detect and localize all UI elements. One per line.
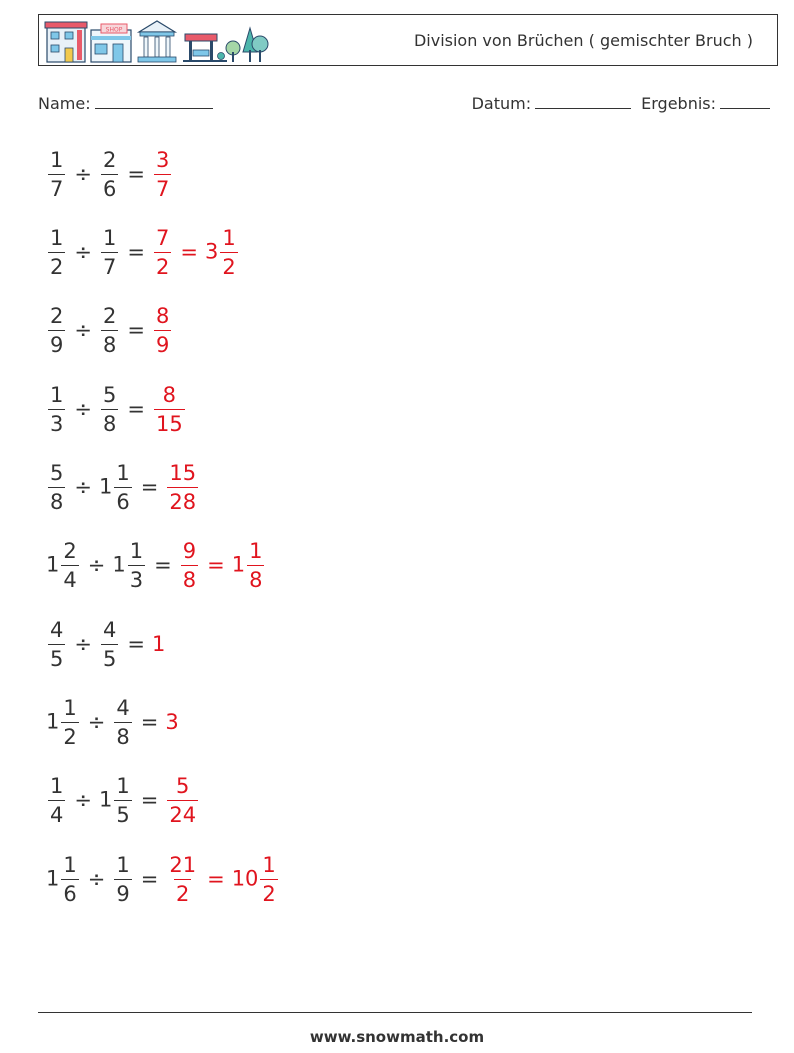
equals-sign: = xyxy=(140,788,159,812)
dividend-fraction xyxy=(48,381,65,438)
dividend-denominator: 8 xyxy=(48,487,65,516)
divisor xyxy=(99,381,120,438)
answer-mixed-whole: 1 xyxy=(231,552,246,576)
divide-sign: ÷ xyxy=(74,632,92,656)
dividend-fraction xyxy=(61,694,78,751)
dividend xyxy=(46,459,67,516)
buildings-illustration-icon xyxy=(43,18,269,64)
dividend-fraction xyxy=(48,772,65,829)
divisor-fraction xyxy=(101,302,118,359)
divisor xyxy=(99,459,134,516)
dividend-numerator: 1 xyxy=(50,147,64,172)
answer-integer: 3 xyxy=(165,710,179,734)
dividend-denominator: 3 xyxy=(48,409,65,438)
problem-row xyxy=(46,614,165,674)
answer xyxy=(165,459,200,516)
divisor-numerator: 2 xyxy=(102,303,117,328)
date-label: Datum: xyxy=(471,94,532,113)
divisor-fraction xyxy=(101,146,118,203)
divide-sign: ÷ xyxy=(74,788,92,812)
answer-numerator: 8 xyxy=(155,303,170,328)
divisor-whole: 1 xyxy=(112,552,126,576)
dividend-denominator: 4 xyxy=(61,565,78,594)
divide-sign: ÷ xyxy=(74,318,92,342)
result-label: Ergebnis: xyxy=(641,94,716,113)
divisor xyxy=(99,224,120,281)
answer xyxy=(152,224,173,281)
divisor-numerator: 1 xyxy=(116,852,130,877)
divide-sign: ÷ xyxy=(74,475,92,499)
divisor-denominator: 6 xyxy=(101,174,118,203)
divisor xyxy=(99,302,120,359)
dividend-numerator: 1 xyxy=(63,695,77,720)
answer-denominator: 7 xyxy=(154,174,171,203)
divisor-fraction xyxy=(101,616,118,673)
dividend-fraction xyxy=(48,302,65,359)
divide-sign: ÷ xyxy=(87,553,106,577)
divisor-numerator: 4 xyxy=(102,617,117,642)
equals-sign: = xyxy=(127,240,145,264)
answer-mixed-fraction xyxy=(247,537,264,594)
dividend xyxy=(46,694,81,751)
header-box xyxy=(38,14,778,66)
shop-sign-text: SHOP xyxy=(105,26,123,34)
footer-divider xyxy=(38,1012,752,1013)
divisor-numerator: 2 xyxy=(102,147,117,172)
dividend-denominator: 2 xyxy=(61,722,78,751)
answer-denominator: 15 xyxy=(154,409,185,438)
problem-row xyxy=(46,300,173,360)
equals-sign: = xyxy=(127,318,145,342)
dividend-whole: 1 xyxy=(46,866,60,890)
name-blank[interactable] xyxy=(95,92,213,109)
answer xyxy=(152,302,173,359)
equals-sign: = xyxy=(140,867,159,891)
divisor-fraction xyxy=(114,772,131,829)
answer-mixed xyxy=(232,537,267,594)
divisor-fraction xyxy=(101,224,118,281)
equals-sign: = xyxy=(207,553,225,577)
divisor-denominator: 8 xyxy=(101,330,118,359)
answer-mixed-whole: 3 xyxy=(204,239,219,263)
equals-sign: = xyxy=(140,475,159,499)
equals-sign: = xyxy=(180,240,198,264)
answer-denominator: 8 xyxy=(181,565,198,594)
answer xyxy=(179,537,200,594)
answer-denominator: 9 xyxy=(154,330,171,359)
problem-row xyxy=(46,379,187,439)
divisor-denominator: 9 xyxy=(114,879,131,908)
answer-fraction xyxy=(167,851,198,908)
dividend-denominator: 6 xyxy=(61,879,78,908)
answer-numerator: 21 xyxy=(169,852,197,877)
divisor xyxy=(99,772,134,829)
answer-mixed-fraction xyxy=(260,851,277,908)
divide-sign: ÷ xyxy=(87,710,106,734)
dividend-numerator: 5 xyxy=(50,460,64,485)
answer-numerator: 8 xyxy=(162,382,177,407)
divisor-fraction xyxy=(114,851,131,908)
equals-sign: = xyxy=(127,397,145,421)
date-result-fields xyxy=(472,92,770,113)
answer-mixed xyxy=(205,224,240,281)
answer-mixed-whole: 10 xyxy=(231,866,259,890)
divisor-denominator: 7 xyxy=(101,252,118,281)
dividend xyxy=(46,616,67,673)
answer-fraction xyxy=(154,302,171,359)
dividend-numerator: 1 xyxy=(50,225,64,250)
equals-sign: = xyxy=(207,867,225,891)
equals-sign: = xyxy=(140,710,159,734)
dividend xyxy=(46,381,67,438)
divide-sign: ÷ xyxy=(74,162,92,186)
answer-fraction xyxy=(167,772,198,829)
dividend-fraction xyxy=(48,224,65,281)
answer-numerator: 9 xyxy=(182,538,197,563)
date-blank[interactable] xyxy=(535,92,631,109)
dividend-numerator: 1 xyxy=(63,852,77,877)
dividend xyxy=(46,224,67,281)
dividend-denominator: 2 xyxy=(48,252,65,281)
dividend-fraction xyxy=(48,146,65,203)
divisor-numerator: 1 xyxy=(129,538,144,563)
answer-denominator: 24 xyxy=(167,800,198,829)
answer-mixed xyxy=(232,851,280,908)
answer xyxy=(165,772,200,829)
divisor-fraction xyxy=(128,537,145,594)
answer xyxy=(152,146,173,203)
divisor-denominator: 3 xyxy=(128,565,145,594)
dividend-fraction xyxy=(48,459,65,516)
name-field[interactable] xyxy=(38,92,213,113)
dividend-numerator: 2 xyxy=(63,538,77,563)
answer-fraction xyxy=(154,146,171,203)
answer-numerator: 5 xyxy=(176,773,190,798)
problem-row xyxy=(46,770,200,830)
divisor-numerator: 1 xyxy=(116,773,130,798)
dividend-denominator: 9 xyxy=(48,330,65,359)
answer-fraction xyxy=(154,224,171,281)
dividend-numerator: 1 xyxy=(50,382,64,407)
problem-row xyxy=(46,535,266,595)
divisor xyxy=(99,146,120,203)
dividend-numerator: 1 xyxy=(50,773,64,798)
answer-fraction xyxy=(181,537,198,594)
dividend-whole: 1 xyxy=(46,552,60,576)
divisor-fraction xyxy=(101,381,118,438)
divisor xyxy=(99,616,120,673)
dividend xyxy=(46,537,81,594)
divisor xyxy=(112,537,147,594)
answer-mixed-numerator: 1 xyxy=(262,852,276,877)
divisor xyxy=(112,694,133,751)
divisor-numerator: 4 xyxy=(116,695,130,720)
answer-mixed-denominator: 2 xyxy=(220,252,237,281)
answer-numerator: 15 xyxy=(169,460,197,485)
answer-fraction xyxy=(154,381,185,438)
divisor-denominator: 8 xyxy=(114,722,131,751)
divisor-whole: 1 xyxy=(98,474,113,498)
divide-sign: ÷ xyxy=(87,867,106,891)
divisor-numerator: 1 xyxy=(102,225,117,250)
info-row xyxy=(38,92,770,118)
answer-numerator: 7 xyxy=(155,225,170,250)
answer-mixed-denominator: 2 xyxy=(260,879,277,908)
dividend-numerator: 2 xyxy=(50,303,64,328)
answer-fraction xyxy=(167,459,198,516)
equals-sign: = xyxy=(127,162,145,186)
result-blank[interactable] xyxy=(720,92,770,109)
problem-row xyxy=(46,457,200,517)
divide-sign: ÷ xyxy=(74,397,92,421)
answer-mixed-denominator: 8 xyxy=(247,565,264,594)
dividend-fraction xyxy=(48,616,65,673)
divisor-denominator: 5 xyxy=(114,800,131,829)
equals-sign: = xyxy=(127,632,145,656)
dividend xyxy=(46,146,67,203)
answer-mixed-numerator: 1 xyxy=(222,225,236,250)
dividend-denominator: 5 xyxy=(48,644,65,673)
name-label: Name: xyxy=(38,94,91,113)
divide-sign: ÷ xyxy=(74,240,92,264)
dividend xyxy=(46,851,81,908)
dividend-numerator: 4 xyxy=(50,617,64,642)
answer-mixed-fraction xyxy=(220,224,237,281)
dividend-whole: 1 xyxy=(46,709,60,733)
equals-sign: = xyxy=(154,553,172,577)
answer xyxy=(165,851,200,908)
dividend xyxy=(46,772,67,829)
dividend-denominator: 7 xyxy=(48,174,65,203)
worksheet-title: Division von Brüchen ( gemischter Bruch ) xyxy=(413,31,753,50)
divisor-fraction xyxy=(114,694,131,751)
answer-denominator: 2 xyxy=(154,252,171,281)
divisor-denominator: 5 xyxy=(101,644,118,673)
answer-numerator: 3 xyxy=(155,147,170,172)
dividend xyxy=(46,302,67,359)
divisor-fraction xyxy=(114,459,131,516)
dividend-fraction xyxy=(61,537,78,594)
answer-mixed-numerator: 1 xyxy=(249,538,263,563)
problem-row xyxy=(46,692,179,752)
answer-integer: 1 xyxy=(151,632,166,656)
divisor-denominator: 6 xyxy=(114,487,131,516)
divisor-whole: 1 xyxy=(98,787,113,811)
footer-url: www.snowmath.com xyxy=(309,1028,485,1046)
divisor-denominator: 8 xyxy=(101,409,118,438)
divisor-numerator: 5 xyxy=(102,382,117,407)
problem-row xyxy=(46,849,280,909)
problem-row xyxy=(46,222,240,282)
answer-denominator: 2 xyxy=(174,879,191,908)
answer xyxy=(152,381,187,438)
divisor xyxy=(112,851,133,908)
dividend-fraction xyxy=(61,851,78,908)
dividend-denominator: 4 xyxy=(48,800,65,829)
divisor-numerator: 1 xyxy=(116,460,130,485)
answer-denominator: 28 xyxy=(167,487,198,516)
problem-row xyxy=(46,144,173,204)
